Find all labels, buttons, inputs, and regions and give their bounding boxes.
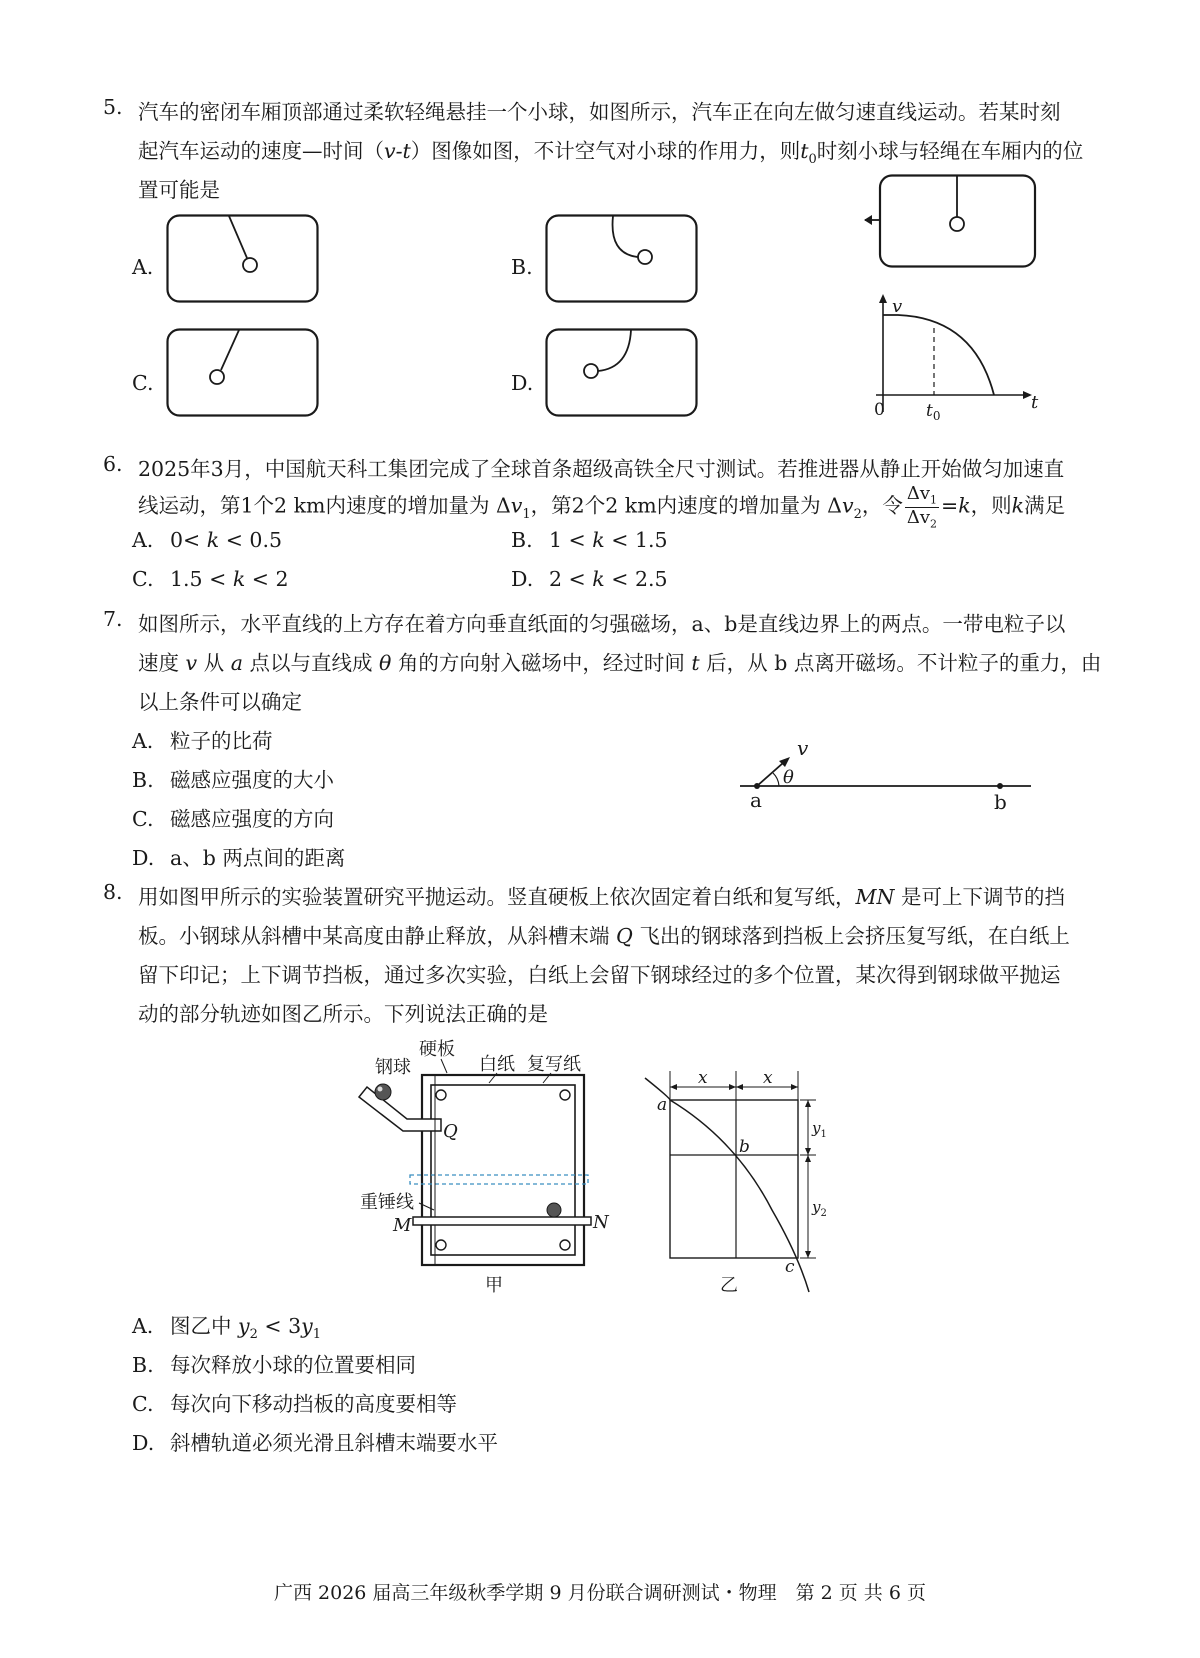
ball bbox=[584, 364, 598, 378]
q7-option-a: A. 粒子的比荷 bbox=[132, 729, 273, 753]
q5-option-d-figure bbox=[545, 328, 699, 418]
theta-label: θ bbox=[783, 767, 794, 788]
ball bbox=[210, 370, 224, 384]
x2-label: x bbox=[763, 1068, 773, 1088]
x1-label: x bbox=[698, 1068, 708, 1088]
q7-number: 7. bbox=[103, 607, 123, 631]
M-label: M bbox=[393, 1215, 412, 1236]
arrow-up-icon bbox=[805, 1155, 811, 1162]
pin-icon bbox=[436, 1090, 446, 1100]
rope bbox=[613, 216, 638, 257]
q8-number: 8. bbox=[103, 880, 123, 904]
a-label: a bbox=[750, 788, 762, 812]
q5-option-a-label: A. bbox=[132, 255, 154, 279]
q5-option-c-figure bbox=[166, 328, 320, 418]
t0-label: $t_0$ bbox=[926, 401, 941, 423]
steel-ball-icon bbox=[375, 1084, 391, 1100]
arrow-right-icon bbox=[729, 1084, 736, 1090]
hardboard-leader bbox=[441, 1059, 447, 1073]
q6-number: 6. bbox=[103, 452, 123, 476]
ball bbox=[243, 258, 257, 272]
q5-line3: 置可能是 bbox=[138, 178, 220, 202]
figure-jia-caption: 甲 bbox=[485, 1275, 503, 1296]
rope bbox=[221, 330, 239, 370]
carbon-paper-label: 复写纸 bbox=[527, 1054, 581, 1075]
q8-line3: 留下印记；上下调节挡板，通过多次实验，白纸上会留下钢球经过的多个位置，某次得到钢球做平抛运 bbox=[138, 963, 1061, 987]
q7-field-figure bbox=[735, 735, 1035, 815]
q6-option-a: A. 0< k < 0.5 bbox=[132, 528, 283, 552]
car-box bbox=[547, 216, 697, 302]
ball-highlight bbox=[378, 1087, 383, 1092]
q8-line1: 用如图甲所示的实验装置研究平抛运动。竖直硬板上依次固定着白纸和复写纸，MN 是可上下调节的挡 bbox=[138, 885, 1065, 909]
ball bbox=[950, 217, 964, 231]
q8-option-d: D. 斜槽轨道必须光滑且斜槽末端要水平 bbox=[132, 1431, 498, 1455]
hardboard-label: 硬板 bbox=[419, 1039, 455, 1060]
q6-line1: 2025年3月，中国航天科工集团完成了全球首条超级高铁全尺寸测试。若推进器从静止开始做匀加速直 bbox=[138, 457, 1065, 481]
point-c-label: c bbox=[785, 1257, 795, 1277]
q6-line2: 线运动，第1个2 km内速度的增加量为 $\Delta v_1$，第2个2 km内速度的增加量为 $\Delta v_2$，令 $\frac{\Delta v_1}{\Delta v_2}$ =k，则k满足 bbox=[138, 483, 1066, 531]
y1-label: $y_1$ bbox=[812, 1119, 827, 1140]
white-paper bbox=[431, 1085, 575, 1255]
plumb-line-label: 重锤线 bbox=[360, 1192, 414, 1213]
delta-v-ratio: $\frac{\Delta v_1}{\Delta v_2}$ bbox=[906, 483, 938, 531]
arrow-down-icon bbox=[805, 1148, 811, 1155]
grid-frame bbox=[670, 1100, 798, 1258]
car-box bbox=[168, 330, 318, 416]
rope bbox=[598, 330, 631, 371]
q5-option-d-label: D. bbox=[511, 371, 534, 395]
N-label: N bbox=[593, 1212, 609, 1233]
origin-label: 0 bbox=[874, 400, 885, 420]
Q-label: Q bbox=[443, 1121, 458, 1142]
white-paper-label: 白纸 bbox=[479, 1054, 515, 1075]
car-box bbox=[547, 330, 697, 416]
ball bbox=[638, 250, 652, 264]
figure-yi-caption: 乙 bbox=[720, 1275, 738, 1296]
left-arrow-icon bbox=[864, 215, 872, 225]
q7-option-d: D. a、b 两点间的距离 bbox=[132, 846, 346, 870]
theta-arc bbox=[773, 773, 779, 786]
steel-ball-label: 钢球 bbox=[375, 1057, 411, 1078]
q5-option-c-label: C. bbox=[132, 371, 154, 395]
q7-option-c: C. 磁感应强度的方向 bbox=[132, 807, 334, 831]
page-footer: 广西 2026 届高三年级秋季学期 9 月份联合调研测试・物理 第 2 页 共 6 页 bbox=[274, 1582, 926, 1604]
q6-option-b: B. 1 < k < 1.5 bbox=[511, 528, 668, 552]
pin-icon bbox=[560, 1090, 570, 1100]
q8-line4: 动的部分轨迹如图乙所示。下列说法正确的是 bbox=[138, 1002, 548, 1026]
v-label: v bbox=[892, 296, 903, 317]
q5-number: 5. bbox=[103, 95, 123, 119]
q8-figure-jia bbox=[355, 1035, 609, 1296]
arrow-down-icon bbox=[805, 1251, 811, 1258]
pin-icon bbox=[436, 1240, 446, 1250]
car-box bbox=[168, 216, 318, 302]
q8-option-c: C. 每次向下移动挡板的高度要相等 bbox=[132, 1392, 457, 1416]
q6-option-c: C. 1.5 < k < 2 bbox=[132, 567, 289, 591]
q5-option-b-label: B. bbox=[511, 255, 533, 279]
q7-option-b: B. 磁感应强度的大小 bbox=[132, 768, 334, 792]
point-b-label: b bbox=[739, 1137, 750, 1157]
q7-line2: 速度 v 从 a 点以与直线成 θ 角的方向射入磁场中，经过时间 t 后，从 b 点离开磁场。不计粒子的重力，由 bbox=[138, 651, 1102, 675]
chute bbox=[359, 1087, 441, 1131]
q5-car-figure bbox=[862, 174, 1038, 269]
point-b bbox=[997, 783, 1003, 789]
point-a-label: a bbox=[657, 1095, 668, 1115]
t-label: t bbox=[1031, 392, 1039, 413]
baffle-previous-position bbox=[410, 1175, 588, 1184]
q6-option-d: D. 2 < k < 2.5 bbox=[511, 567, 668, 591]
q7-line3: 以上条件可以确定 bbox=[138, 690, 302, 714]
q7-line1: 如图所示，水平直线的上方存在着方向垂直纸面的匀强磁场，a、b是直线边界上的两点。一带电粒子以 bbox=[138, 612, 1066, 636]
hardboard-frame bbox=[422, 1075, 584, 1265]
arrow-left-icon bbox=[736, 1084, 743, 1090]
q5-line1: 汽车的密闭车厢顶部通过柔软轻绳悬挂一个小球，如图所示，汽车正在向左做匀速直线运动。若某时刻 bbox=[138, 100, 1061, 124]
q8-line2: 板。小钢球从斜槽中某高度由静止释放，从斜槽末端 Q 飞出的钢球落到挡板上会挤压复写纸，在白纸上 bbox=[138, 924, 1070, 948]
landed-ball-icon bbox=[547, 1203, 561, 1217]
y2-label: $y_2$ bbox=[812, 1198, 827, 1219]
b-label: b bbox=[994, 790, 1007, 814]
v-axis-arrow-icon bbox=[879, 294, 887, 303]
q5-option-b-figure bbox=[545, 214, 699, 304]
arrow-left-icon bbox=[670, 1084, 677, 1090]
q5-line2: 起汽车运动的速度—时间（v-t）图像如图，不计空气对小球的作用力，则$t_0$时刻小球与轻绳在车厢内的位 bbox=[138, 139, 1084, 168]
q5-vt-graph bbox=[868, 292, 1048, 427]
q8-option-a: A. 图乙中 $y_2 < 3y_1$ bbox=[132, 1314, 322, 1343]
q8-option-b: B. 每次释放小球的位置要相同 bbox=[132, 1353, 416, 1377]
v-label: v bbox=[797, 736, 809, 760]
pin-icon bbox=[560, 1240, 570, 1250]
MN-baffle bbox=[413, 1217, 591, 1225]
arrow-right-icon bbox=[791, 1084, 798, 1090]
arrow-up-icon bbox=[805, 1100, 811, 1107]
q5-option-a-figure bbox=[166, 214, 320, 304]
rope bbox=[229, 216, 247, 258]
q8-figure-yi bbox=[640, 1060, 840, 1295]
velocity-curve bbox=[883, 315, 994, 395]
